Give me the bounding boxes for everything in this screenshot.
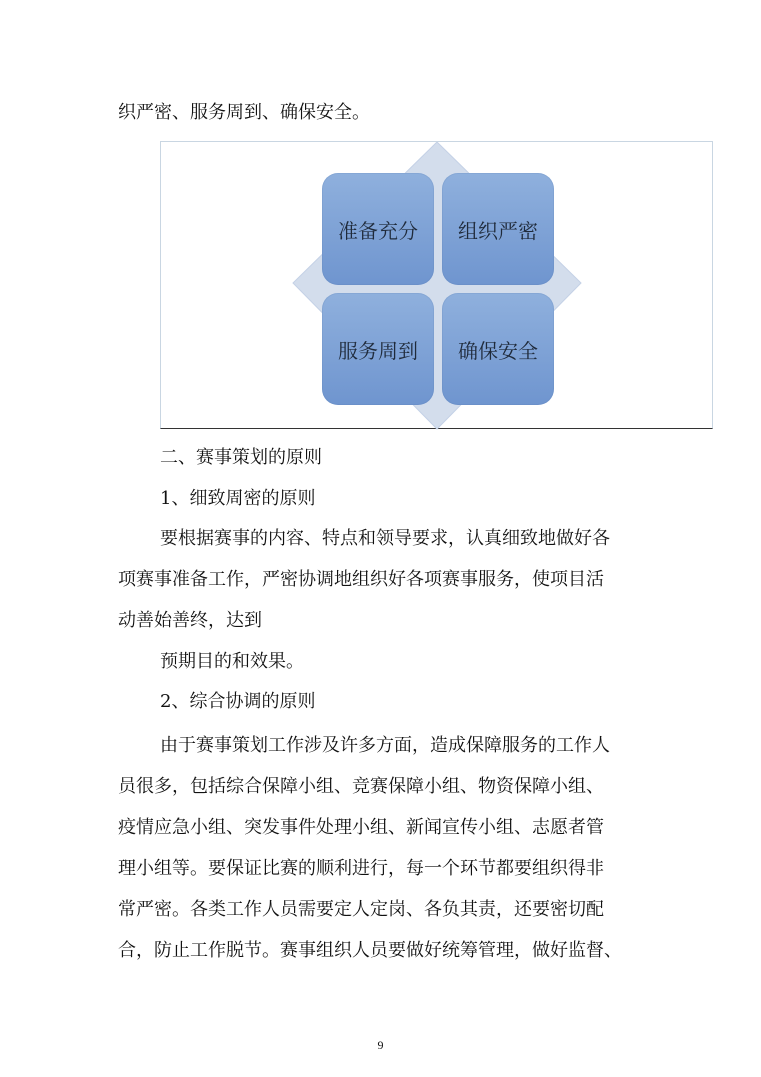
text-line-p2-6: 合，防止工作脱节。赛事组织人员要做好统筹管理，做好监督、 xyxy=(118,940,622,961)
diagram-frame xyxy=(160,141,713,429)
text-line-p1-3: 动善始善终，达到 xyxy=(118,610,262,631)
text-line-p0: 织严密、服务周到、确保安全。 xyxy=(118,102,370,123)
text-line-p2-4: 理小组等。要保证比赛的顺利进行，每一个环节都要组织得非 xyxy=(118,858,604,879)
text-line-p2-2: 员很多，包括综合保障小组、竞赛保障小组、物资保障小组、 xyxy=(118,776,604,797)
heading-subsection-1: 1、细致周密的原则 xyxy=(160,488,316,509)
text-line-p1-4: 预期目的和效果。 xyxy=(160,651,304,672)
tile-top-left: 准备充分 xyxy=(322,173,434,285)
tile-bottom-right: 确保安全 xyxy=(442,293,554,405)
diamond-background xyxy=(161,142,714,430)
text-line-p2-3: 疫情应急小组、突发事件处理小组、新闻宣传小组、志愿者管 xyxy=(118,817,604,838)
tile-top-right: 组织严密 xyxy=(442,173,554,285)
text-line-p2-1: 由于赛事策划工作涉及许多方面，造成保障服务的工作人 xyxy=(160,735,610,756)
text-line-p1-1: 要根据赛事的内容、特点和领导要求，认真细致地做好各 xyxy=(160,528,610,549)
text-line-p1-2: 项赛事准备工作，严密协调地组织好各项赛事服务，使项目活 xyxy=(118,569,604,590)
page-number: 9 xyxy=(377,1038,384,1052)
heading-section-2: 二、赛事策划的原则 xyxy=(160,447,322,468)
heading-subsection-2: 2、综合协调的原则 xyxy=(160,691,316,712)
tile-bottom-left: 服务周到 xyxy=(322,293,434,405)
text-line-p2-5: 常严密。各类工作人员需要定人定岗、各负其责，还要密切配 xyxy=(118,899,604,920)
